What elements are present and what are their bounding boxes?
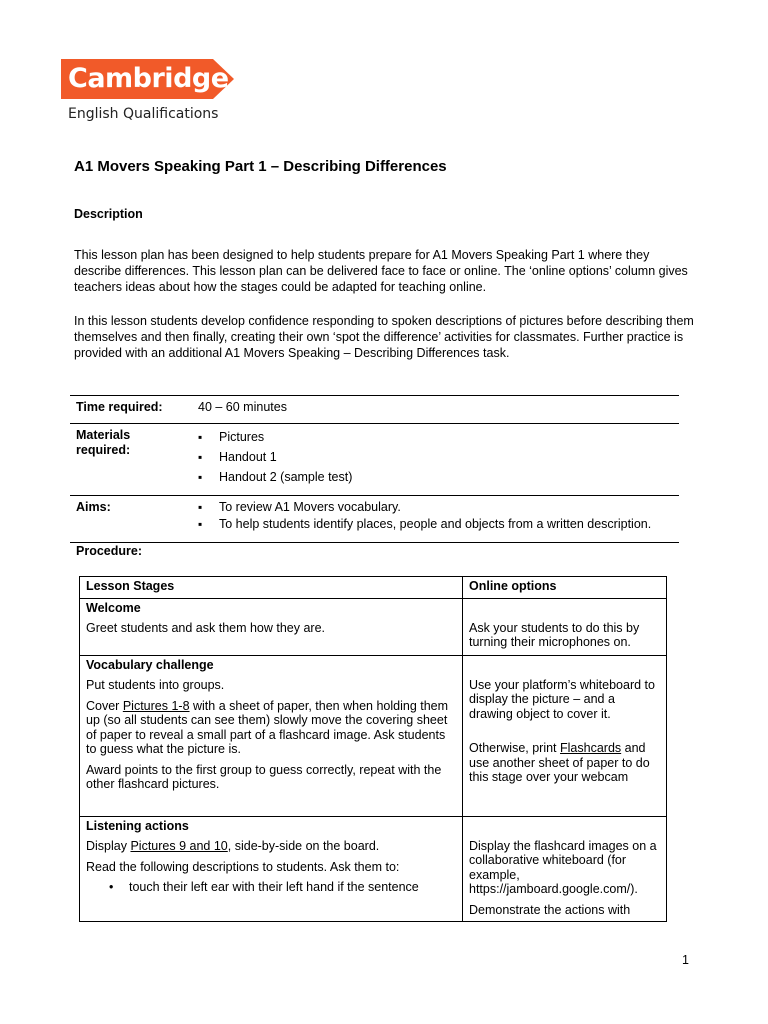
vocab-text-3: Award points to the first group to guess correctly, repeat with the other flashcard pictures. [86,762,442,791]
page-number: 1 [682,953,689,967]
aims-list [198,499,651,533]
welcome-title: Welcome [86,600,141,615]
aims-label: Aims: [76,500,111,514]
intro-paragraph-2: In this lesson students develop confidence responding to spoken descriptions of pictures before describing them themselves and then finally, creating their own ‘spot the difference’ activities for classmates. Further practice is provided with an additional A1 Movers Speaking – Describing Differences task. [74,314,694,360]
listening-online-text-2: Demonstrate the actions with [469,902,631,917]
materials-item: ▪ Handout 2 (sample test) [198,467,352,487]
pictures-9-10-link[interactable]: Pictures 9 and 10 [130,839,228,853]
welcome-online-cell [463,598,667,655]
page-title: A1 Movers Speaking Part 1 – Describing Differences [74,158,447,175]
welcome-stage-cell [80,598,463,655]
vocab-text-2-pre: Cover [86,698,123,713]
materials-label: Materials required: [76,428,131,457]
aims-item: ▪ To help students identify places, people and objects from a written description. [198,516,651,533]
vocab-title: Vocabulary challenge [86,657,214,672]
listening-stage-cell [80,816,463,922]
welcome-online-text: Ask your students to do this by turning their microphones on. [469,620,640,649]
listening-text-1-post: , side-by-side on the board. [227,839,380,853]
description-heading: Description [74,207,143,221]
materials-item: ▪ Pictures [198,427,352,447]
header-online-options: Online options [463,577,667,599]
vocab-online-text-1: Use your platform’s whiteboard to display the picture – and a drawing object to cover it. [469,677,655,721]
intro-paragraph-1: This lesson plan has been designed to help students prepare for A1 Movers Speaking Part 1 where they describe differences. This lesson plan can be delivered face to face or online. The ‘online options’ column gives teachers ideas about how the stages could be adapted for teaching online. [74,248,688,294]
materials-item: ▪ Handout 1 [198,447,352,467]
listening-text-2: Read the following descriptions to students. Ask them to: [86,859,400,874]
vocab-online-text-2 [469,741,660,785]
listening-text-1-pre: Display [86,839,131,853]
vocab-stage-cell [80,655,463,816]
time-label: Time required: [76,400,163,414]
table-row-welcome [80,598,667,655]
time-row [70,395,679,424]
table-row-listening [80,816,667,922]
aims-row [70,495,679,543]
listening-text-1 [86,839,456,854]
flashcards-link[interactable]: Flashcards [560,741,622,755]
time-value: 40 – 60 minutes [198,400,287,414]
materials-list [198,427,352,487]
cambridge-logo [61,59,236,123]
materials-row [70,423,679,496]
logo-brand-text: Cambridge [68,63,229,94]
vocab-text-2 [86,699,456,757]
vocab-text-2-post: with a sheet of paper, then when holding them up (so all students can see them) slowly move the covering sheet of paper to reveal a small part of a flashcard image. Ask students to guess what the picture is. [86,698,449,756]
welcome-text: Greet students and ask them how they are. [86,621,326,635]
vocab-online-2-post: and use another sheet of paper to do this stage over your webcam [469,741,650,784]
aims-item: ▪ To review A1 Movers vocabulary. [198,499,651,516]
listening-online-cell [463,816,667,922]
logo-subtitle: English Qualifications [68,106,219,122]
listening-title: Listening actions [86,818,189,833]
pictures-1-8-link[interactable]: Pictures 1-8 [122,698,190,713]
listening-online-text-1: Display the flashcard images on a collaborative whiteboard (for example, https://jamboard.google.com/). [469,838,657,896]
header-lesson-stages: Lesson Stages [80,577,463,599]
table-header-row [80,577,667,599]
lesson-stages-table [79,576,667,922]
vocab-online-2-pre: Otherwise, print [469,741,561,755]
vocab-online-cell [463,655,667,816]
listening-bullet: • touch their left ear with their left hand if the sentence [86,880,456,895]
procedure-label: Procedure: [76,544,142,558]
vocab-text-1: Put students into groups. [86,678,225,692]
table-row-vocabulary [80,655,667,816]
